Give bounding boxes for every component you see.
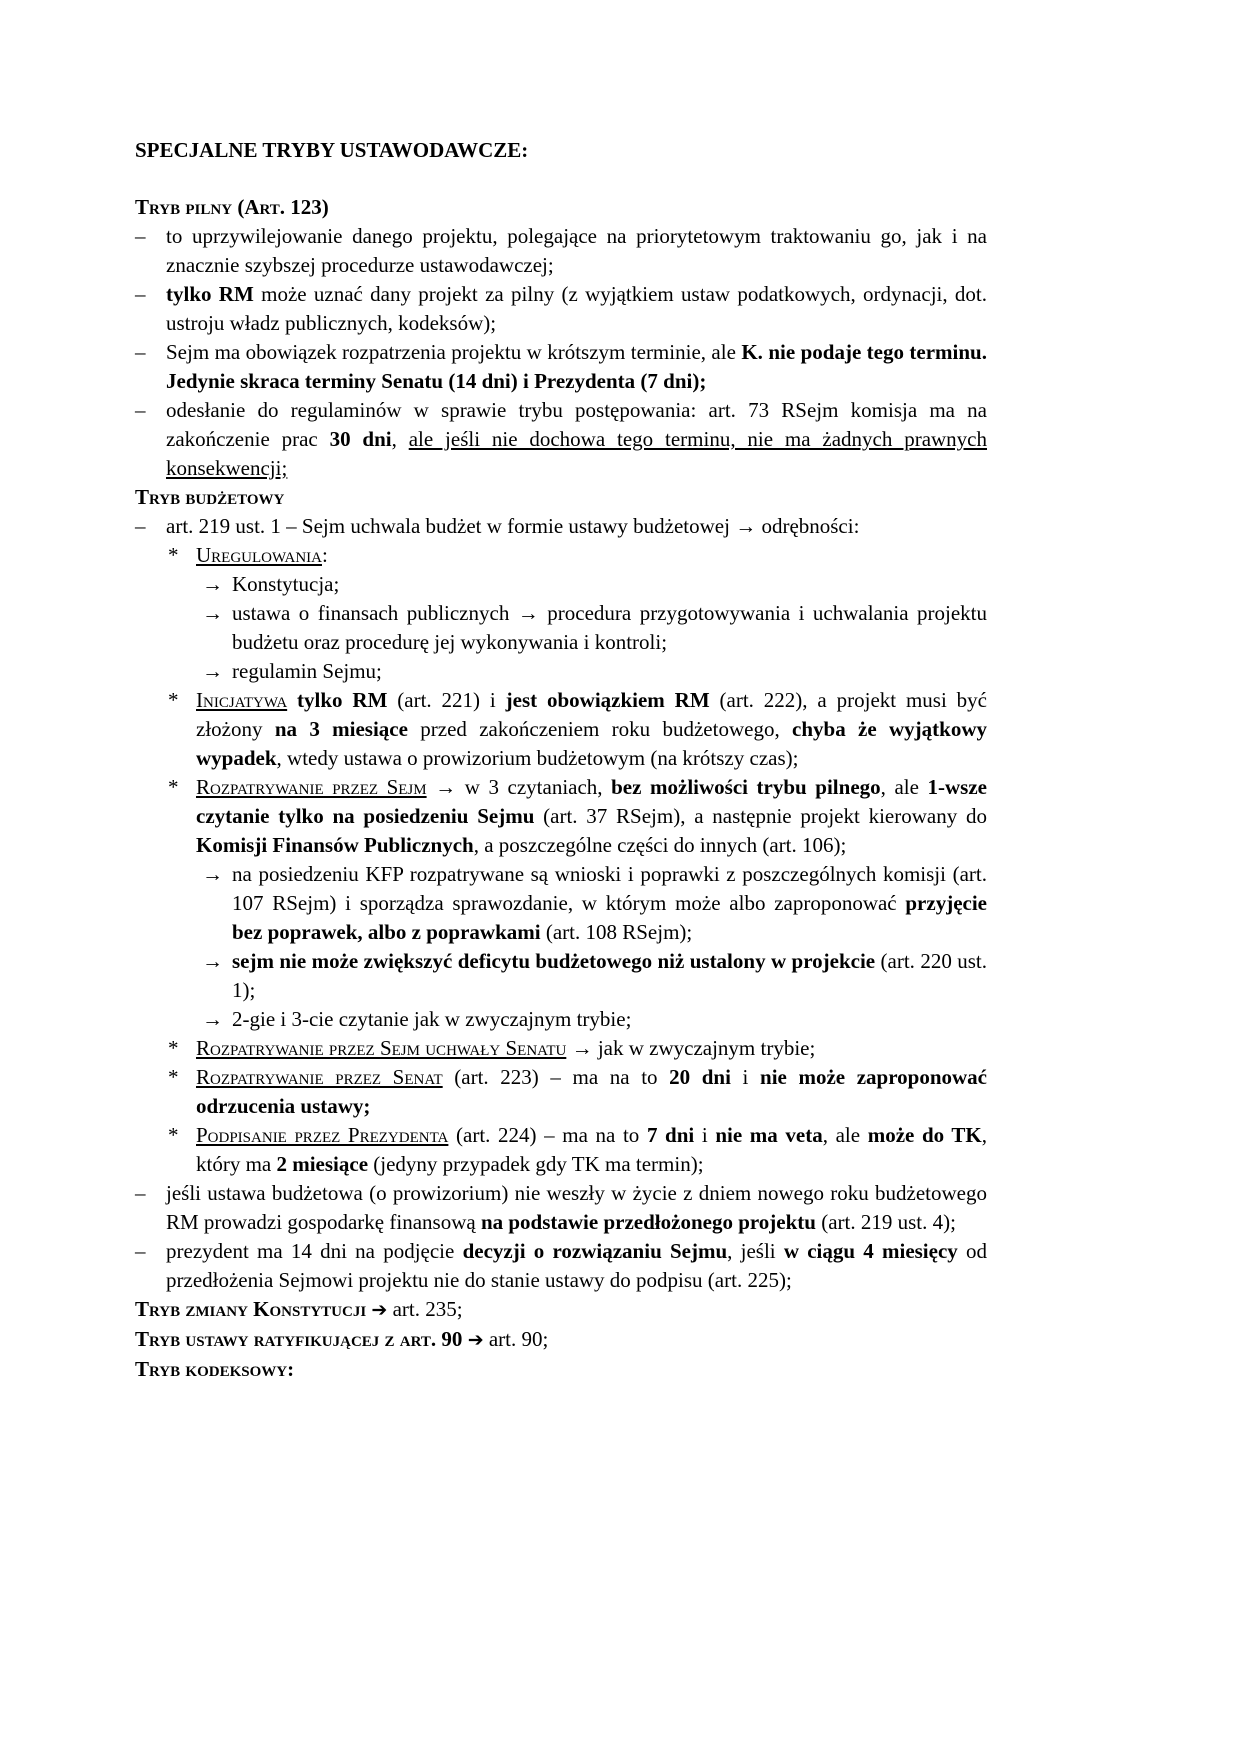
text-run: Uregulowania (196, 543, 322, 567)
section-heading (135, 483, 987, 512)
star-marker: * (168, 1036, 179, 1060)
text-run: może uznać dany projekt za pilny (z wyjątkiem ustaw podatkowych, ordynacji, dot. ustroju władz publicznych, kodeksów); (166, 282, 987, 335)
text-run: tylko RM (166, 282, 254, 306)
text-run: Tryb kodeksowy: (135, 1357, 295, 1381)
list-item-dash (135, 1179, 987, 1237)
arrow-marker: → (202, 862, 223, 886)
text-run: tylko RM (297, 688, 388, 712)
section-heading (135, 1325, 987, 1355)
document-content (135, 136, 987, 1384)
text-run: 20 dni (669, 1065, 731, 1089)
text-run: nie może zaproponować odrzucenia ustawy; (196, 1065, 987, 1118)
text-run: , jeśli (727, 1239, 784, 1263)
text-run: sejm nie może zwiększyć deficytu budżetowego niż ustalony w projekcie (232, 949, 876, 973)
text-run: i (694, 1123, 716, 1147)
text-run: (art. 108 RSejm); (540, 920, 693, 944)
text-run: odesłanie do regulaminów w sprawie trybu postępowania: art. 73 RSejm komisja ma na zakończenie prac (166, 398, 987, 451)
text-run: art. 219 ust. 1 – Sejm uchwala budżet w formie ustawy budżetowej → odrębności: (166, 514, 860, 538)
heavy-arrow-icon: ➔ (467, 1329, 484, 1351)
text-run: Rozpatrywanie przez Senat (196, 1065, 443, 1089)
text-run: K. nie podaje tego terminu. Jedynie skraca terminy Senatu (14 dni) i Prezydenta (7 dni); (166, 340, 987, 393)
list-item-dash (135, 512, 987, 541)
text-run: decyzji o rozwiązaniu Sejmu (462, 1239, 728, 1263)
section-heading (135, 1355, 987, 1384)
text-run: 7 dni (646, 1123, 695, 1147)
list-item-arrow (135, 599, 987, 657)
star-marker: * (168, 688, 179, 712)
list-item-star (135, 1063, 987, 1121)
text-run: Tryb budżetowy (135, 485, 285, 509)
text-run: to uprzywilejowanie danego projektu, polegające na priorytetowym traktowaniu go, jak i na znacznie szybszej procedurze ustawodawczej; (166, 224, 987, 277)
arrow-marker: → (202, 949, 223, 973)
text-run: regulamin Sejmu; (232, 659, 382, 683)
star-marker: * (168, 543, 179, 567)
list-item-star (135, 1034, 987, 1063)
text-run: (art. 224) – ma na to (448, 1123, 647, 1147)
text-run: Tryb pilny (Art. 123) (135, 195, 329, 219)
list-item-dash (135, 280, 987, 338)
dash-marker: – (135, 1239, 146, 1263)
arrow-marker: → (202, 572, 223, 596)
text-run: przed zakończeniem roku budżetowego, (407, 717, 793, 741)
text-run: Konstytucja; (232, 572, 340, 596)
text-run: (art. 37 RSejm), a następnie projekt kierowany do (534, 804, 987, 828)
star-marker: * (168, 1123, 179, 1147)
text-run: i (730, 1065, 761, 1089)
list-item-dash (135, 338, 987, 396)
text-run: , ale (880, 775, 928, 799)
text-run: → jak w zwyczajnym trybie; (566, 1036, 816, 1060)
text-run: na 3 miesiące (274, 717, 408, 741)
list-item-arrow (135, 657, 987, 686)
text-run: Podpisanie przez Prezydenta (196, 1123, 449, 1147)
text-run: prezydent ma 14 dni na podjęcie (166, 1239, 463, 1263)
list-item-dash (135, 1237, 987, 1295)
section-heading (135, 193, 987, 222)
text-run: (art. 221) i (387, 688, 506, 712)
dash-marker: – (135, 398, 146, 422)
text-run: Rozpatrywanie przez Sejm uchwały Senatu (196, 1036, 567, 1060)
text-run: ustawa o finansach publicznych → procedura przygotowywania i uchwalania projektu budżetu oraz procedurę jej wykonywania i kontroli; (232, 601, 987, 654)
text-run: na podstawie przedłożonego projektu (480, 1210, 816, 1234)
list-item-star (135, 686, 987, 773)
list-item-dash (135, 222, 987, 280)
list-item-dash (135, 396, 987, 483)
text-run: chyba że wyjątkowy wypadek (196, 717, 988, 770)
text-run: Rozpatrywanie przez Sejm (196, 775, 427, 799)
text-run: nie ma veta (715, 1123, 823, 1147)
text-run: art. 235; (387, 1297, 463, 1321)
text-run (287, 688, 297, 712)
text-run: Komisji Finansów Publicznych (196, 833, 474, 857)
list-item-arrow (135, 947, 987, 1005)
heavy-arrow-icon: ➔ (371, 1299, 388, 1321)
list-item-star (135, 773, 987, 860)
text-run: (art. 220 ust. 1); (232, 949, 987, 1002)
text-run: (jedyny przypadek gdy TK ma termin); (368, 1152, 704, 1176)
text-run: Inicjatywa (196, 688, 288, 712)
list-item-arrow (135, 570, 987, 599)
dash-marker: – (135, 282, 146, 306)
list-item-arrow (135, 1005, 987, 1034)
star-marker: * (168, 775, 179, 799)
text-run: Tryb zmiany Konstytucji (135, 1297, 367, 1321)
text-run: , wtedy ustawa o prowizorium budżetowym (na krótszy czas); (276, 746, 799, 770)
text-run: (art. 223) – ma na to (442, 1065, 670, 1089)
text-run: 2 miesiące (276, 1152, 369, 1176)
list-item-star (135, 1121, 987, 1179)
text-run: bez możliwości trybu pilnego (611, 775, 881, 799)
dash-marker: – (135, 224, 146, 248)
text-run: jest obowiązkiem RM (505, 688, 710, 712)
text-run: SPECJALNE TRYBY USTAWODAWCZE: (135, 138, 529, 162)
list-item-star (135, 541, 987, 570)
star-marker: * (168, 1065, 179, 1089)
document-title (135, 136, 987, 165)
text-run: , który ma (196, 1123, 987, 1176)
text-run: 1-wsze czytanie tylko na posiedzeniu Sejmu (196, 775, 987, 828)
text-run: może do TK (867, 1123, 982, 1147)
text-run: jeśli ustawa budżetowa (o prowizorium) nie weszły w życie z dniem nowego roku budżetowego RM prowadzi gospodarkę finansową (166, 1181, 987, 1234)
text-run: przyjęcie bez poprawek, albo z poprawkami (232, 891, 987, 944)
text-run: od przedłożenia Sejmowi projektu nie do stanie ustawy do podpisu (art. 225); (166, 1239, 988, 1292)
text-run: ale jeśli nie dochowa tego terminu, nie ma żadnych prawnych konsekwencji; (166, 427, 988, 480)
dash-marker: – (135, 1181, 146, 1205)
text-run: (art. 219 ust. 4); (815, 1210, 956, 1234)
text-run: Sejm ma obowiązek rozpatrzenia projektu w krótszym terminie, ale (166, 340, 742, 364)
text-run: art. 90; (483, 1327, 549, 1351)
text-run: (art. 222), a projekt musi być złożony (196, 688, 988, 741)
text-run: → w 3 czytaniach, (426, 775, 612, 799)
dash-marker: – (135, 514, 146, 538)
section-heading (135, 1295, 987, 1325)
text-run: , ale (822, 1123, 868, 1147)
text-run: : (321, 543, 328, 567)
text-run: , a poszczególne części do innych (art. 106); (473, 833, 847, 857)
dash-marker: – (135, 340, 146, 364)
arrow-marker: → (202, 659, 223, 683)
arrow-marker: → (202, 1007, 223, 1031)
arrow-marker: → (202, 601, 223, 625)
text-run: w ciągu 4 miesięcy (783, 1239, 958, 1263)
text-run: na posiedzeniu KFP rozpatrywane są wnioski i poprawki z poszczególnych komisji (art. 107 RSejm) i sporządza sprawozdanie, w którym może albo zaproponować (232, 862, 987, 915)
text-run: 2-gie i 3-cie czytanie jak w zwyczajnym trybie; (232, 1007, 632, 1031)
text-run: , (391, 427, 409, 451)
list-item-arrow (135, 860, 987, 947)
text-run: 30 dni (329, 427, 392, 451)
text-run: Tryb ustawy ratyfikującej z art. 90 (135, 1327, 463, 1351)
